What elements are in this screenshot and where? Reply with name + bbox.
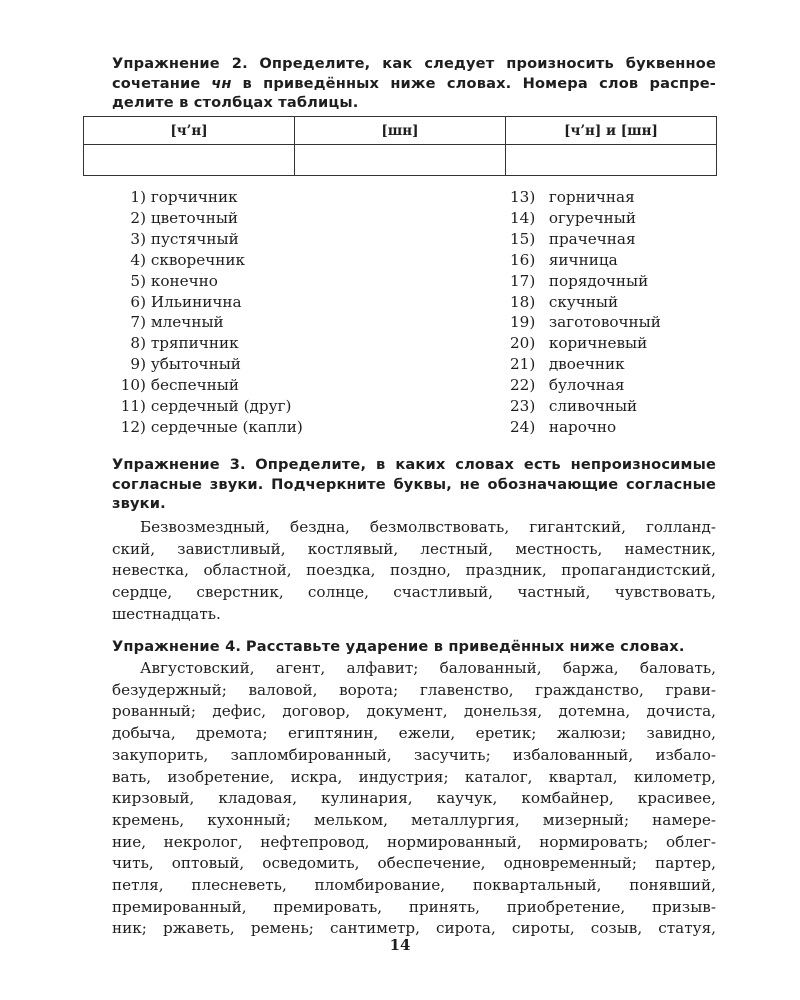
text-line: Безвозмездный, бездна, безмолвствовать, гигантский, голланд- bbox=[140, 518, 716, 536]
list-item: 11) сердечный (друг) bbox=[120, 397, 292, 416]
answer-table-header-chn: [ч’н] bbox=[84, 117, 295, 145]
list-item: 16) яичница bbox=[510, 250, 618, 269]
text-line: премированный, премировать, принять, приобретение, призыв- bbox=[112, 897, 716, 916]
list-item: 17) порядочный bbox=[510, 271, 649, 290]
text-line: шестнадцать. bbox=[112, 604, 221, 623]
text-line: петля, плесневеть, пломбирование, поквартальный, понявший, bbox=[112, 876, 716, 895]
list-item: 18) скучный bbox=[510, 292, 619, 311]
text-line: закупорить, запломбированный, засучить; избалованный, избало- bbox=[112, 745, 716, 764]
answer-table-input-row bbox=[84, 145, 717, 176]
list-item: 9) убыточный bbox=[130, 355, 241, 374]
list-item: 6) Ильинична bbox=[130, 292, 242, 311]
exercise-2-task-line-4: делите в столбцах таблицы. bbox=[112, 94, 359, 111]
answer-table-header-row bbox=[84, 117, 717, 145]
text-line: ский, завистливый, костлявый, лестный, местность, наместник, bbox=[112, 539, 716, 558]
answer-table-header-both: [ч’н] и [шн] bbox=[506, 117, 717, 145]
text-line: кремень, кухонный; мельком, металлургия, мизерный; намере- bbox=[112, 810, 716, 829]
exercise-4-text bbox=[112, 658, 716, 940]
text-line: невестка, областной, поездка, поздно, праздник, пропагандистский, bbox=[112, 561, 716, 580]
text-line: рованный; дефис, договор, документ, донельзя, дотемна, дочиста, bbox=[112, 702, 716, 721]
text-line: ние, некролог, нефтепровод, нормированный, нормировать; облег- bbox=[112, 832, 716, 851]
answer-table-header-shn: [шн] bbox=[295, 117, 506, 145]
list-item: 13) горничная bbox=[510, 188, 635, 206]
exercise-3-task-line-3: звуки. bbox=[112, 495, 166, 512]
list-item: 19) заготовочный bbox=[510, 313, 661, 332]
list-item: 2) цветочный bbox=[130, 208, 239, 227]
text-line: ник; ржаветь, ремень; сантиметр, сирота, сироты, созыв, статуя, bbox=[112, 919, 716, 938]
list-item: 7) млечный bbox=[130, 313, 224, 332]
list-item: 12) сердечные (капли) bbox=[120, 417, 303, 436]
exercise-2-task-line-3: в приведённых ниже словах. Номера слов распре- bbox=[242, 74, 716, 92]
page-number: 14 bbox=[389, 936, 411, 954]
list-item: 3) пустячный bbox=[130, 229, 239, 248]
list-item: 10) беспечный bbox=[120, 376, 239, 395]
list-item: 21) двоечник bbox=[510, 355, 625, 374]
list-item: 24) нарочно bbox=[510, 417, 617, 436]
list-item: 14) огуречный bbox=[510, 208, 636, 227]
text-line: сердце, сверстник, солнце, счастливый, частный, чувствовать, bbox=[112, 583, 716, 602]
exercise-4-heading bbox=[112, 637, 716, 657]
list-item: 5) конечно bbox=[130, 271, 218, 290]
list-item: 4) скворечник bbox=[130, 250, 246, 269]
list-item: 8) тряпичник bbox=[130, 334, 239, 353]
exercise-2-task-line-1: Определите, как следует произносить буквенное bbox=[259, 55, 716, 72]
text-line: Августовский, агент, алфавит; балованный, баржа, баловать, bbox=[140, 659, 716, 677]
text-line: кирзовый, кладовая, кулинария, каучук, комбайнер, красивее, bbox=[112, 789, 716, 808]
list-item: 23) сливочный bbox=[510, 397, 638, 416]
text-line: чить, оптовый, осведомить, обеспечение, одновременный; партер, bbox=[112, 854, 716, 873]
exercise-3-task-line-1: Определите, в каких словах есть непроизносимые bbox=[255, 456, 716, 473]
letter-combo: чн bbox=[211, 74, 232, 92]
exercise-4-task: Расставьте ударение в приведённых ниже словах. bbox=[245, 638, 685, 655]
word-list-right bbox=[510, 187, 661, 438]
word-list-left bbox=[112, 187, 303, 438]
list-item: 22) булочная bbox=[510, 376, 625, 395]
exercise-3-text bbox=[112, 517, 716, 626]
answer-cell-chn[interactable] bbox=[84, 145, 295, 176]
list-item: 20) коричневый bbox=[510, 334, 648, 353]
exercise-2-heading bbox=[112, 54, 716, 113]
answer-cell-shn[interactable] bbox=[295, 145, 506, 176]
text-line: вать, изобретение, искра, индустрия; каталог, квартал, километр, bbox=[112, 767, 716, 786]
exercise-3-task-line-2: согласные звуки. Подчеркните буквы, не обозначающие согласные bbox=[112, 475, 716, 493]
text-line: добыча, дремота; египтянин, ежели, еретик; жалюзи; завидно, bbox=[112, 724, 716, 743]
list-item: 15) прачечная bbox=[510, 229, 636, 248]
exercise-3-heading bbox=[112, 455, 716, 514]
exercise-4-number: Упражнение 4. bbox=[112, 638, 242, 655]
answer-table bbox=[83, 116, 717, 176]
text-line: безудержный; валовой, ворота; главенство, гражданство, грави- bbox=[112, 680, 716, 699]
exercise-2-task-line-2: сочетание bbox=[112, 74, 201, 92]
answer-cell-both[interactable] bbox=[506, 145, 717, 176]
exercise-3-number: Упражнение 3. bbox=[112, 456, 246, 473]
exercise-2-number: Упражнение 2. bbox=[112, 55, 248, 72]
list-item: 1) горчичник bbox=[130, 188, 238, 206]
